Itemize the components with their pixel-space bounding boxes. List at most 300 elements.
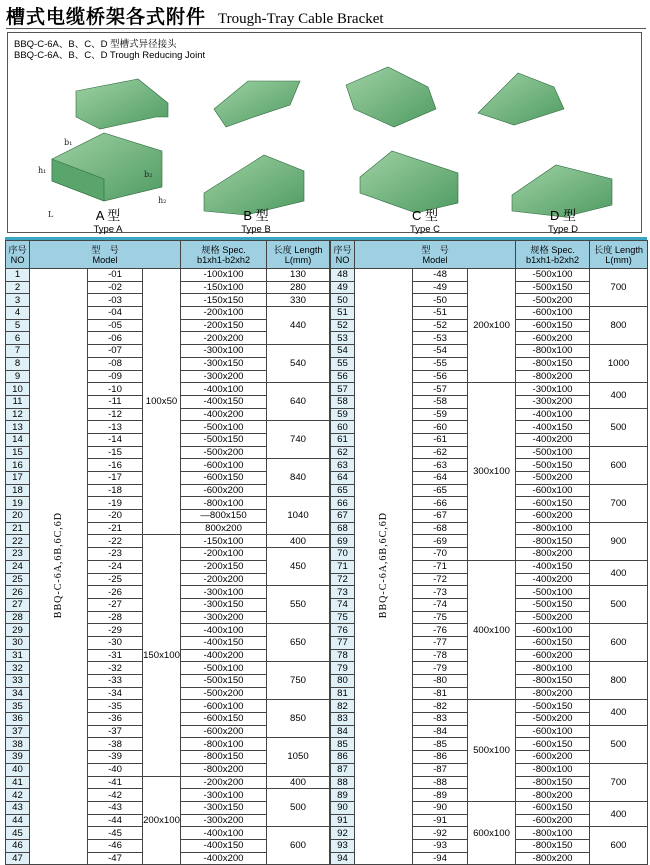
length-value: 1050	[267, 738, 330, 776]
header-model	[355, 241, 516, 269]
header-spec-sub: b1xh1-b2xh2	[196, 254, 251, 265]
row-no: 5	[6, 319, 30, 332]
model-label-text: BBQ-C-6A,6B,6C,6D	[53, 512, 64, 619]
spec-value: -200x100	[181, 548, 267, 561]
header-row	[6, 241, 330, 269]
model-suffix: -65	[413, 484, 468, 497]
spec-value: -600x200	[516, 751, 590, 764]
row-no: 16	[6, 459, 30, 472]
row-no: 41	[6, 776, 30, 789]
model-suffix: -70	[413, 548, 468, 561]
spec-value: -200x100	[181, 307, 267, 320]
model-suffix: -82	[413, 700, 468, 713]
spec-value: -200x150	[181, 319, 267, 332]
row-no: 55	[331, 357, 355, 370]
page-title	[6, 2, 646, 28]
diagram-panel	[7, 32, 642, 233]
spec-value: -500x200	[516, 611, 590, 624]
spec-value: -800x200	[516, 852, 590, 865]
spec-value: -500x150	[516, 700, 590, 713]
row-no: 11	[6, 395, 30, 408]
spec-table-left	[5, 240, 330, 865]
row-no: 38	[6, 738, 30, 751]
title-en: Trough-Tray Cable Bracket	[218, 11, 384, 27]
dim-l-a: L	[48, 210, 54, 219]
row-no: 78	[331, 649, 355, 662]
length-value: 700	[590, 763, 648, 801]
row-no: 13	[6, 421, 30, 434]
spec-value: -600x100	[516, 624, 590, 637]
row-no: 17	[6, 472, 30, 485]
length-value: 750	[267, 662, 330, 700]
model-suffix: -92	[413, 827, 468, 840]
spec-value: -400x100	[181, 383, 267, 396]
model-suffix: -25	[88, 573, 143, 586]
model-suffix: -29	[88, 624, 143, 637]
model-suffix: -67	[413, 510, 468, 523]
row-no: 58	[331, 395, 355, 408]
header-no-en: NO	[335, 254, 350, 265]
row-no: 77	[331, 636, 355, 649]
length-value: 500	[590, 586, 648, 624]
group-size: 300x100	[468, 383, 516, 561]
length-value: 540	[267, 345, 330, 383]
model-suffix: -27	[88, 598, 143, 611]
spec-value: -400x100	[516, 408, 590, 421]
spec-value: -800x150	[516, 776, 590, 789]
row-no: 24	[6, 560, 30, 573]
length-value: 400	[267, 776, 330, 789]
model-suffix: -06	[88, 332, 143, 345]
model-suffix: -60	[413, 421, 468, 434]
header-spec-cn: 规格 Spec.	[530, 244, 575, 255]
length-value: 900	[590, 522, 648, 560]
row-no: 40	[6, 763, 30, 776]
length-value: 600	[267, 827, 330, 865]
model-suffix: -58	[413, 395, 468, 408]
model-suffix: -39	[88, 751, 143, 764]
row-no: 21	[6, 522, 30, 535]
dim-h2-a: h₂	[158, 196, 167, 205]
row-no: 87	[331, 763, 355, 776]
spec-table-right	[330, 240, 648, 865]
model-suffix: -52	[413, 319, 468, 332]
row-no: 27	[6, 598, 30, 611]
table-row	[6, 269, 330, 282]
header-spec	[181, 241, 267, 269]
header-length-sub: L(mm)	[605, 254, 632, 265]
model-suffix: -51	[413, 307, 468, 320]
row-no: 34	[6, 687, 30, 700]
spec-value: -300x150	[181, 598, 267, 611]
header-spec-cn: 规格 Spec.	[201, 244, 246, 255]
model-suffix: -21	[88, 522, 143, 535]
spec-value: -300x200	[181, 611, 267, 624]
length-value: 1040	[267, 497, 330, 535]
dim-b2-a: b₂	[144, 170, 153, 179]
row-no: 39	[6, 751, 30, 764]
row-no: 61	[331, 433, 355, 446]
table-row	[331, 269, 648, 282]
model-suffix: -13	[88, 421, 143, 434]
spec-value: -400x150	[181, 636, 267, 649]
model-suffix: -83	[413, 713, 468, 726]
model-suffix: -44	[88, 814, 143, 827]
model-suffix: -53	[413, 332, 468, 345]
model-suffix: -33	[88, 675, 143, 688]
row-no: 56	[331, 370, 355, 383]
group-size: 150x100	[143, 535, 181, 776]
spec-value: -600x150	[516, 636, 590, 649]
row-no: 76	[331, 624, 355, 637]
row-no: 62	[331, 446, 355, 459]
top-cover-b	[214, 81, 300, 127]
row-no: 86	[331, 751, 355, 764]
dim-b1-a: b₁	[64, 138, 73, 147]
row-no: 29	[6, 624, 30, 637]
group-size: 600x100	[468, 801, 516, 864]
spec-value: -500x100	[516, 446, 590, 459]
spec-value: 800x200	[181, 522, 267, 535]
model-suffix: -19	[88, 497, 143, 510]
header-length-cn: 长度 Length	[594, 244, 644, 255]
row-no: 23	[6, 548, 30, 561]
spec-value: -150x100	[181, 281, 267, 294]
row-no: 12	[6, 408, 30, 421]
spec-value: -150x100	[181, 535, 267, 548]
spec-value: -600x200	[516, 510, 590, 523]
spec-value: -800x100	[181, 738, 267, 751]
length-value: 650	[267, 624, 330, 662]
group-size: 500x100	[468, 700, 516, 802]
row-no: 3	[6, 294, 30, 307]
model-suffix: -54	[413, 345, 468, 358]
group-size: 400x100	[468, 560, 516, 700]
spec-value: -300x150	[181, 801, 267, 814]
model-suffix: -90	[413, 801, 468, 814]
row-no: 6	[6, 332, 30, 345]
row-no: 53	[331, 332, 355, 345]
spec-value: -800x100	[516, 662, 590, 675]
spec-value: -400x100	[181, 827, 267, 840]
header-no	[331, 241, 355, 269]
spec-value: -500x100	[181, 421, 267, 434]
row-no: 66	[331, 497, 355, 510]
spec-value: -800x200	[516, 789, 590, 802]
length-value: 130	[267, 269, 330, 282]
row-no: 19	[6, 497, 30, 510]
spec-value: -800x100	[516, 763, 590, 776]
model-suffix: -35	[88, 700, 143, 713]
model-suffix: -46	[88, 839, 143, 852]
model-suffix: -64	[413, 472, 468, 485]
row-no: 44	[6, 814, 30, 827]
row-no: 60	[331, 421, 355, 434]
spec-value: -500x150	[516, 281, 590, 294]
length-value: 850	[267, 700, 330, 738]
header-model-cn: 型 号	[91, 244, 119, 255]
row-no: 4	[6, 307, 30, 320]
model-suffix: -69	[413, 535, 468, 548]
model-suffix: -07	[88, 345, 143, 358]
spec-value: -100x100	[181, 269, 267, 282]
spec-value: -400x100	[181, 624, 267, 637]
row-no: 71	[331, 560, 355, 573]
row-no: 9	[6, 370, 30, 383]
spec-value: -500x200	[181, 687, 267, 700]
spec-value: -500x150	[181, 675, 267, 688]
row-no: 36	[6, 713, 30, 726]
row-no: 8	[6, 357, 30, 370]
row-no: 83	[331, 713, 355, 726]
model-suffix: -05	[88, 319, 143, 332]
row-no: 47	[6, 852, 30, 865]
spec-value: -600x150	[516, 738, 590, 751]
spec-value: -500x100	[181, 662, 267, 675]
row-no: 1	[6, 269, 30, 282]
length-value: 400	[590, 801, 648, 826]
model-suffix: -16	[88, 459, 143, 472]
model-suffix: -31	[88, 649, 143, 662]
header-model	[30, 241, 181, 269]
model-suffix: -12	[88, 408, 143, 421]
row-no: 7	[6, 345, 30, 358]
spec-value: -300x200	[181, 814, 267, 827]
row-no: 64	[331, 472, 355, 485]
model-suffix: -71	[413, 560, 468, 573]
model-suffix: -18	[88, 484, 143, 497]
spec-value: -600x100	[516, 307, 590, 320]
model-suffix: -72	[413, 573, 468, 586]
spec-value: -800x150	[516, 839, 590, 852]
header-length	[267, 241, 330, 269]
header-spec	[516, 241, 590, 269]
model-suffix: -02	[88, 281, 143, 294]
model-suffix: -14	[88, 433, 143, 446]
model-suffix: -85	[413, 738, 468, 751]
spec-value: -600x150	[181, 713, 267, 726]
spec-value: -600x200	[181, 484, 267, 497]
spec-value: -400x200	[516, 573, 590, 586]
header-no-en: NO	[10, 254, 25, 265]
model-suffix: -40	[88, 763, 143, 776]
row-no: 22	[6, 535, 30, 548]
model-suffix: -80	[413, 675, 468, 688]
model-suffix: -28	[88, 611, 143, 624]
diagram-illustrations	[8, 33, 641, 232]
model-suffix: -11	[88, 395, 143, 408]
length-value: 450	[267, 548, 330, 586]
model-suffix: -66	[413, 497, 468, 510]
model-suffix: -08	[88, 357, 143, 370]
row-no: 43	[6, 801, 30, 814]
row-no: 30	[6, 636, 30, 649]
model-suffix: -88	[413, 776, 468, 789]
length-value: 840	[267, 459, 330, 497]
model-suffix: -17	[88, 472, 143, 485]
spec-value: -400x200	[181, 852, 267, 865]
spec-value: -400x150	[516, 560, 590, 573]
model-suffix: -36	[88, 713, 143, 726]
spec-value: -500x150	[516, 459, 590, 472]
model-suffix: -89	[413, 789, 468, 802]
model-suffix: -61	[413, 433, 468, 446]
model-suffix: -75	[413, 611, 468, 624]
spec-value: -600x100	[181, 700, 267, 713]
model-suffix: -68	[413, 522, 468, 535]
model-suffix: -59	[413, 408, 468, 421]
row-no: 90	[331, 801, 355, 814]
row-no: 70	[331, 548, 355, 561]
spec-value: -600x150	[516, 801, 590, 814]
spec-value: -800x100	[516, 522, 590, 535]
model-suffix: -79	[413, 662, 468, 675]
row-no: 63	[331, 459, 355, 472]
row-no: 31	[6, 649, 30, 662]
row-no: 20	[6, 510, 30, 523]
row-no: 69	[331, 535, 355, 548]
spec-value: -500x200	[516, 472, 590, 485]
model-suffix: -50	[413, 294, 468, 307]
spec-value: -400x150	[181, 395, 267, 408]
group-size: 200x100	[468, 269, 516, 383]
length-value: 400	[267, 535, 330, 548]
row-no: 82	[331, 700, 355, 713]
model-suffix: -91	[413, 814, 468, 827]
spec-value: -300x100	[516, 383, 590, 396]
model-suffix: -03	[88, 294, 143, 307]
spec-value: -600x100	[516, 725, 590, 738]
spec-value: -300x100	[181, 586, 267, 599]
spec-value: —800x150	[181, 510, 267, 523]
model-suffix: -32	[88, 662, 143, 675]
row-no: 10	[6, 383, 30, 396]
length-value: 440	[267, 307, 330, 345]
row-no: 79	[331, 662, 355, 675]
row-no: 26	[6, 586, 30, 599]
row-no: 74	[331, 598, 355, 611]
row-no: 59	[331, 408, 355, 421]
spec-value: -500x100	[516, 269, 590, 282]
row-no: 45	[6, 827, 30, 840]
header-row	[331, 241, 648, 269]
row-no: 67	[331, 510, 355, 523]
row-no: 28	[6, 611, 30, 624]
row-no: 46	[6, 839, 30, 852]
top-cover-a	[76, 79, 168, 129]
model-suffix: -94	[413, 852, 468, 865]
row-no: 89	[331, 789, 355, 802]
row-no: 48	[331, 269, 355, 282]
length-value: 800	[590, 662, 648, 700]
spec-value: -600x150	[516, 497, 590, 510]
row-no: 25	[6, 573, 30, 586]
row-no: 88	[331, 776, 355, 789]
row-no: 50	[331, 294, 355, 307]
model-suffix: -30	[88, 636, 143, 649]
row-no: 93	[331, 839, 355, 852]
spec-value: -150x150	[181, 294, 267, 307]
row-no: 51	[331, 307, 355, 320]
spec-value: -300x100	[181, 345, 267, 358]
spec-value: -200x200	[181, 573, 267, 586]
spec-value: -400x150	[516, 421, 590, 434]
spec-value: -600x150	[516, 319, 590, 332]
model-suffix: -48	[413, 269, 468, 282]
model-suffix: -74	[413, 598, 468, 611]
type-c-caption: C 型 Type C	[409, 208, 441, 235]
spec-value: -500x150	[516, 598, 590, 611]
model-suffix: -37	[88, 725, 143, 738]
diagram-caption-en: BBQ-C-6A、B、C、D Trough Reducing Joint	[14, 50, 206, 61]
header-length-sub: L(mm)	[284, 254, 312, 265]
model-suffix: -86	[413, 751, 468, 764]
length-value: 600	[590, 446, 648, 484]
row-no: 52	[331, 319, 355, 332]
top-cover-c	[346, 67, 436, 127]
length-value: 1000	[590, 345, 648, 383]
spec-value: -600x150	[181, 472, 267, 485]
type-b-caption: B 型 Type B	[241, 208, 271, 235]
spec-value: -300x100	[181, 789, 267, 802]
spec-value: -800x100	[516, 345, 590, 358]
header-model-en: Model	[422, 254, 448, 265]
spec-value: -300x200	[516, 395, 590, 408]
row-no: 92	[331, 827, 355, 840]
header-no-cn: 序号	[333, 244, 352, 255]
length-value: 500	[590, 408, 648, 446]
spec-value: -800x200	[516, 548, 590, 561]
model-suffix: -43	[88, 801, 143, 814]
spec-value: -800x150	[516, 675, 590, 688]
model-suffix: -23	[88, 548, 143, 561]
row-no: 94	[331, 852, 355, 865]
length-value: 800	[590, 307, 648, 345]
row-no: 91	[331, 814, 355, 827]
spec-value: -400x150	[181, 839, 267, 852]
model-suffix: -41	[88, 776, 143, 789]
row-no: 2	[6, 281, 30, 294]
top-cover-d	[478, 73, 564, 125]
model-suffix: -84	[413, 725, 468, 738]
spec-value: -800x100	[181, 497, 267, 510]
model-suffix: -45	[88, 827, 143, 840]
model-suffix: -62	[413, 446, 468, 459]
row-no: 54	[331, 345, 355, 358]
spec-value: -600x200	[181, 725, 267, 738]
row-no: 81	[331, 687, 355, 700]
spec-value: -500x100	[516, 586, 590, 599]
length-value: 600	[590, 827, 648, 865]
spec-value: -500x200	[181, 446, 267, 459]
row-no: 72	[331, 573, 355, 586]
length-value: 280	[267, 281, 330, 294]
header-no-cn: 序号	[8, 244, 27, 255]
model-suffix: -76	[413, 624, 468, 637]
model-suffix: -47	[88, 852, 143, 865]
row-no: 57	[331, 383, 355, 396]
model-suffix: -93	[413, 839, 468, 852]
spec-value: -200x150	[181, 560, 267, 573]
model-label	[30, 269, 88, 865]
spec-value: -500x200	[516, 713, 590, 726]
header-no	[6, 241, 30, 269]
header-spec-sub: b1xh1-b2xh2	[525, 254, 580, 265]
model-suffix: -55	[413, 357, 468, 370]
header-length	[590, 241, 648, 269]
spec-value: -800x100	[516, 827, 590, 840]
length-value: 700	[590, 269, 648, 307]
